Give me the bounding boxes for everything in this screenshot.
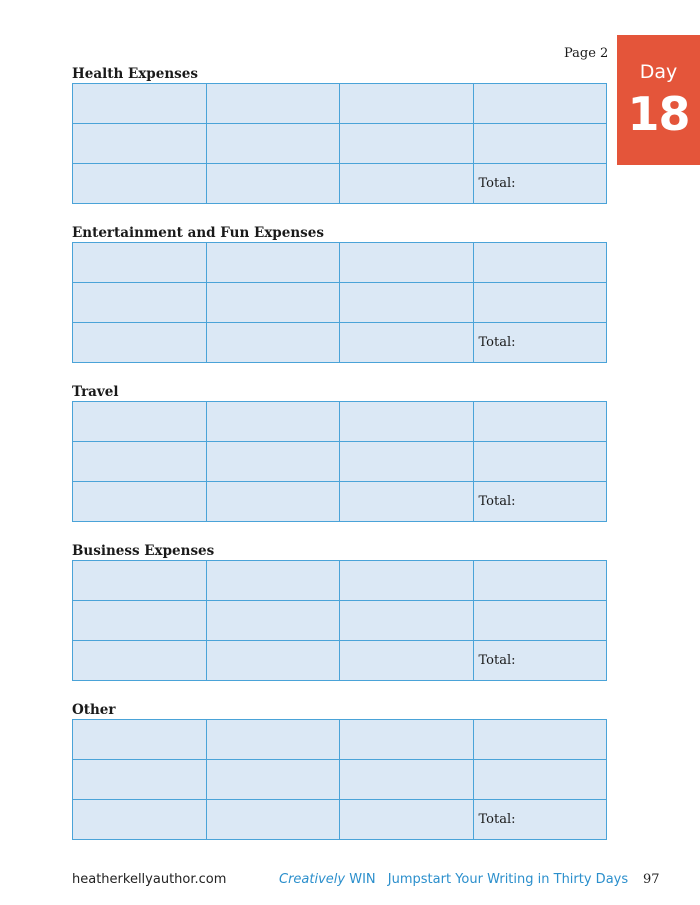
table-row [73, 84, 607, 124]
book-title-rest: WIN [349, 872, 376, 887]
table-cell[interactable] [73, 243, 207, 283]
table-cell[interactable] [73, 124, 207, 164]
table-row [73, 124, 607, 164]
table-row [73, 323, 607, 363]
table-cell[interactable] [73, 283, 207, 323]
table-cell[interactable] [473, 760, 607, 800]
table-cell[interactable] [340, 601, 474, 641]
table-cell[interactable] [206, 760, 340, 800]
section-title: Entertainment and Fun Expenses [72, 225, 324, 241]
book-subtitle: Jumpstart Your Writing in Thirty Days [387, 872, 629, 887]
table-cell[interactable] [340, 164, 474, 204]
day-tab [617, 35, 700, 165]
table-cell[interactable] [73, 84, 207, 124]
table-cell[interactable] [73, 323, 207, 363]
table-cell[interactable] [206, 720, 340, 760]
table-cell[interactable] [73, 720, 207, 760]
section-title: Travel [72, 384, 119, 400]
table-cell[interactable] [340, 720, 474, 760]
table-cell[interactable] [473, 283, 607, 323]
total-cell[interactable] [473, 482, 607, 522]
section-business-expenses [72, 543, 607, 679]
table-cell[interactable] [206, 641, 340, 681]
table-cell[interactable] [73, 442, 207, 482]
table-cell[interactable] [340, 243, 474, 283]
table-row [73, 561, 607, 601]
section-other [72, 702, 607, 838]
expense-table [72, 401, 607, 522]
table-row [73, 482, 607, 522]
table-cell[interactable] [340, 641, 474, 681]
expense-table [72, 719, 607, 840]
table-cell[interactable] [340, 402, 474, 442]
footer-website: heatherkellyauthor.com [72, 872, 227, 887]
table-cell[interactable] [340, 760, 474, 800]
table-cell[interactable] [340, 561, 474, 601]
total-label: Total: [478, 494, 516, 509]
table-row [73, 283, 607, 323]
table-cell[interactable] [340, 800, 474, 840]
day-number: 18 [627, 87, 690, 141]
table-cell[interactable] [206, 442, 340, 482]
table-cell[interactable] [206, 84, 340, 124]
table-cell[interactable] [206, 323, 340, 363]
table-cell[interactable] [340, 283, 474, 323]
table-cell[interactable] [206, 283, 340, 323]
table-cell[interactable] [340, 442, 474, 482]
table-row [73, 760, 607, 800]
table-row [73, 720, 607, 760]
total-label: Total: [478, 335, 516, 350]
table-cell[interactable] [73, 482, 207, 522]
table-cell[interactable] [340, 124, 474, 164]
table-cell[interactable] [473, 720, 607, 760]
table-cell[interactable] [206, 482, 340, 522]
table-cell[interactable] [206, 800, 340, 840]
table-cell[interactable] [73, 164, 207, 204]
book-title-italic: Creatively [279, 872, 346, 887]
table-row [73, 442, 607, 482]
table-cell[interactable] [473, 402, 607, 442]
table-row [73, 641, 607, 681]
total-cell[interactable] [473, 323, 607, 363]
expense-table [72, 560, 607, 681]
table-row [73, 601, 607, 641]
table-cell[interactable] [340, 323, 474, 363]
expense-table [72, 83, 607, 204]
table-cell[interactable] [73, 402, 207, 442]
section-travel [72, 384, 607, 520]
footer-book-title [279, 872, 628, 888]
table-row [73, 402, 607, 442]
table-cell[interactable] [73, 800, 207, 840]
table-cell[interactable] [73, 561, 207, 601]
table-cell[interactable] [73, 601, 207, 641]
table-cell[interactable] [473, 442, 607, 482]
section-health-expenses [72, 66, 607, 202]
table-cell[interactable] [206, 402, 340, 442]
section-entertainment-expenses [72, 225, 607, 361]
expense-table [72, 242, 607, 363]
table-cell[interactable] [206, 601, 340, 641]
table-cell[interactable] [73, 760, 207, 800]
table-cell[interactable] [473, 561, 607, 601]
total-cell[interactable] [473, 641, 607, 681]
table-cell[interactable] [206, 561, 340, 601]
table-cell[interactable] [473, 84, 607, 124]
section-title: Other [72, 702, 116, 718]
page-label: Page 2 [564, 46, 609, 61]
table-cell[interactable] [206, 243, 340, 283]
footer-page-number: 97 [643, 872, 660, 887]
section-title: Health Expenses [72, 66, 198, 82]
table-row [73, 164, 607, 204]
table-row [73, 243, 607, 283]
table-cell[interactable] [473, 601, 607, 641]
total-cell[interactable] [473, 800, 607, 840]
total-label: Total: [478, 653, 516, 668]
total-label: Total: [478, 176, 516, 191]
table-cell[interactable] [473, 243, 607, 283]
table-cell[interactable] [340, 482, 474, 522]
section-title: Business Expenses [72, 543, 215, 559]
total-cell[interactable] [473, 164, 607, 204]
table-cell[interactable] [206, 164, 340, 204]
table-cell[interactable] [206, 124, 340, 164]
day-word: Day [639, 61, 678, 83]
total-label: Total: [478, 812, 516, 827]
table-row [73, 800, 607, 840]
table-cell[interactable] [73, 641, 207, 681]
table-cell[interactable] [473, 124, 607, 164]
table-cell[interactable] [340, 84, 474, 124]
